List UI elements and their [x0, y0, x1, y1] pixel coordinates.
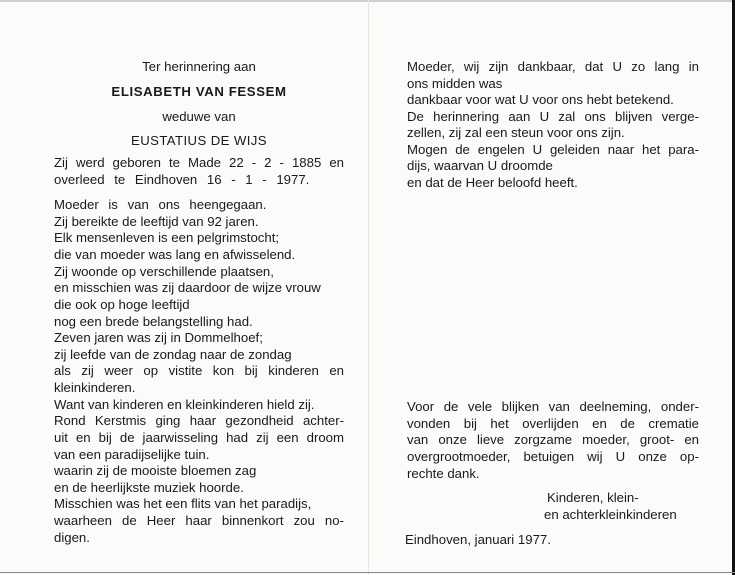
prayer-line: ons midden was	[407, 76, 503, 91]
poem-line: waarin zij de mooiste bloemen zag	[54, 463, 257, 478]
thanks-line: van onze lieve zorgzame moeder, groot- en	[407, 432, 699, 447]
poem-line: Want van kinderen en kleinkinderen hield zij.	[54, 397, 315, 412]
poem-line: digen.	[54, 530, 90, 545]
thanks-line: vonden bij het overlijden en de crematie	[407, 416, 699, 431]
thanks-line: rechte dank.	[407, 466, 480, 481]
poem-line: die van moeder was lang en afwisselend.	[54, 247, 296, 262]
thanks-line: Voor de vele blijken van deelneming, onder-	[407, 399, 699, 414]
poem-line: zij leefde van de zondag naar de zondag	[54, 347, 292, 362]
prayer-line: dijs, waarvan U droomde	[407, 158, 553, 173]
poem-line: en de heerlijkste muziek hoorde.	[54, 480, 244, 495]
poem-line: Zij bereikte de leeftijd van 92 jaren.	[54, 214, 259, 229]
widow-text: weduwe van	[162, 109, 236, 124]
poem-line: Zij woonde op verschillende plaatsen,	[54, 264, 274, 279]
poem-line: Moeder is van ons heengegaan.	[54, 197, 267, 212]
place-date: Eindhoven, januari 1977.	[405, 532, 551, 547]
card-fold	[368, 0, 369, 575]
deceased-name: ELISABETH VAN FESSEM	[111, 84, 287, 99]
bottom-edge	[0, 572, 735, 573]
signature-line: Kinderen, klein-	[547, 490, 639, 505]
intro-text: Ter herinnering aan	[142, 59, 256, 74]
poem-line: Zeven jaren was zij in Dommelhoef;	[54, 330, 263, 345]
prayer-line: Moeder, wij zijn dankbaar, dat U zo lang in	[407, 59, 699, 74]
prayer-line: en dat de Heer beloofd heeft.	[407, 175, 578, 190]
prayer-line: dankbaar voor wat U voor ons hebt betekend.	[407, 92, 674, 107]
poem-line: als zij weer op vistite kon bij kinderen en	[54, 363, 344, 378]
poem-line: Rond Kerstmis ging haar gezondheid achter-	[54, 413, 344, 428]
death-line: overleed te Eindhoven 16 - 1 - 1977.	[54, 172, 310, 187]
spouse-name: EUSTATIUS DE WIJS	[131, 133, 267, 148]
thanks-line: overgrootmoeder, betuigen wij U onze op-	[407, 449, 699, 464]
poem-line: kleinkinderen.	[54, 380, 136, 395]
poem-line: uit en bij de jaarwisseling had zij een droom	[54, 430, 344, 445]
poem-line: Misschien was het een flits van het paradijs,	[54, 496, 312, 511]
poem-line: Elk mensenleven is een pelgrimstocht;	[54, 230, 280, 245]
birth-line: Zij werd geboren te Made 22 - 2 - 1885 en	[54, 155, 344, 170]
prayer-line: zellen, zij zal een steun voor ons zijn.	[407, 125, 625, 140]
prayer-line: Mogen de engelen U geleiden naar het para-	[407, 142, 699, 157]
prayer-line: De herinnering aan U zal ons blijven verge-	[407, 109, 699, 124]
poem-line: nog een brede belangstelling had.	[54, 314, 253, 329]
poem-line: waarheen de Heer haar binnenkort zou no-	[54, 513, 344, 528]
poem-line: die ook op hoge leeftijd	[54, 297, 190, 312]
signature-line: en achterkleinkinderen	[544, 507, 677, 522]
poem-line: van een paradijselijke tuin.	[54, 447, 210, 462]
poem-line: en misschien was zij daardoor de wijze vrouw	[54, 280, 321, 295]
